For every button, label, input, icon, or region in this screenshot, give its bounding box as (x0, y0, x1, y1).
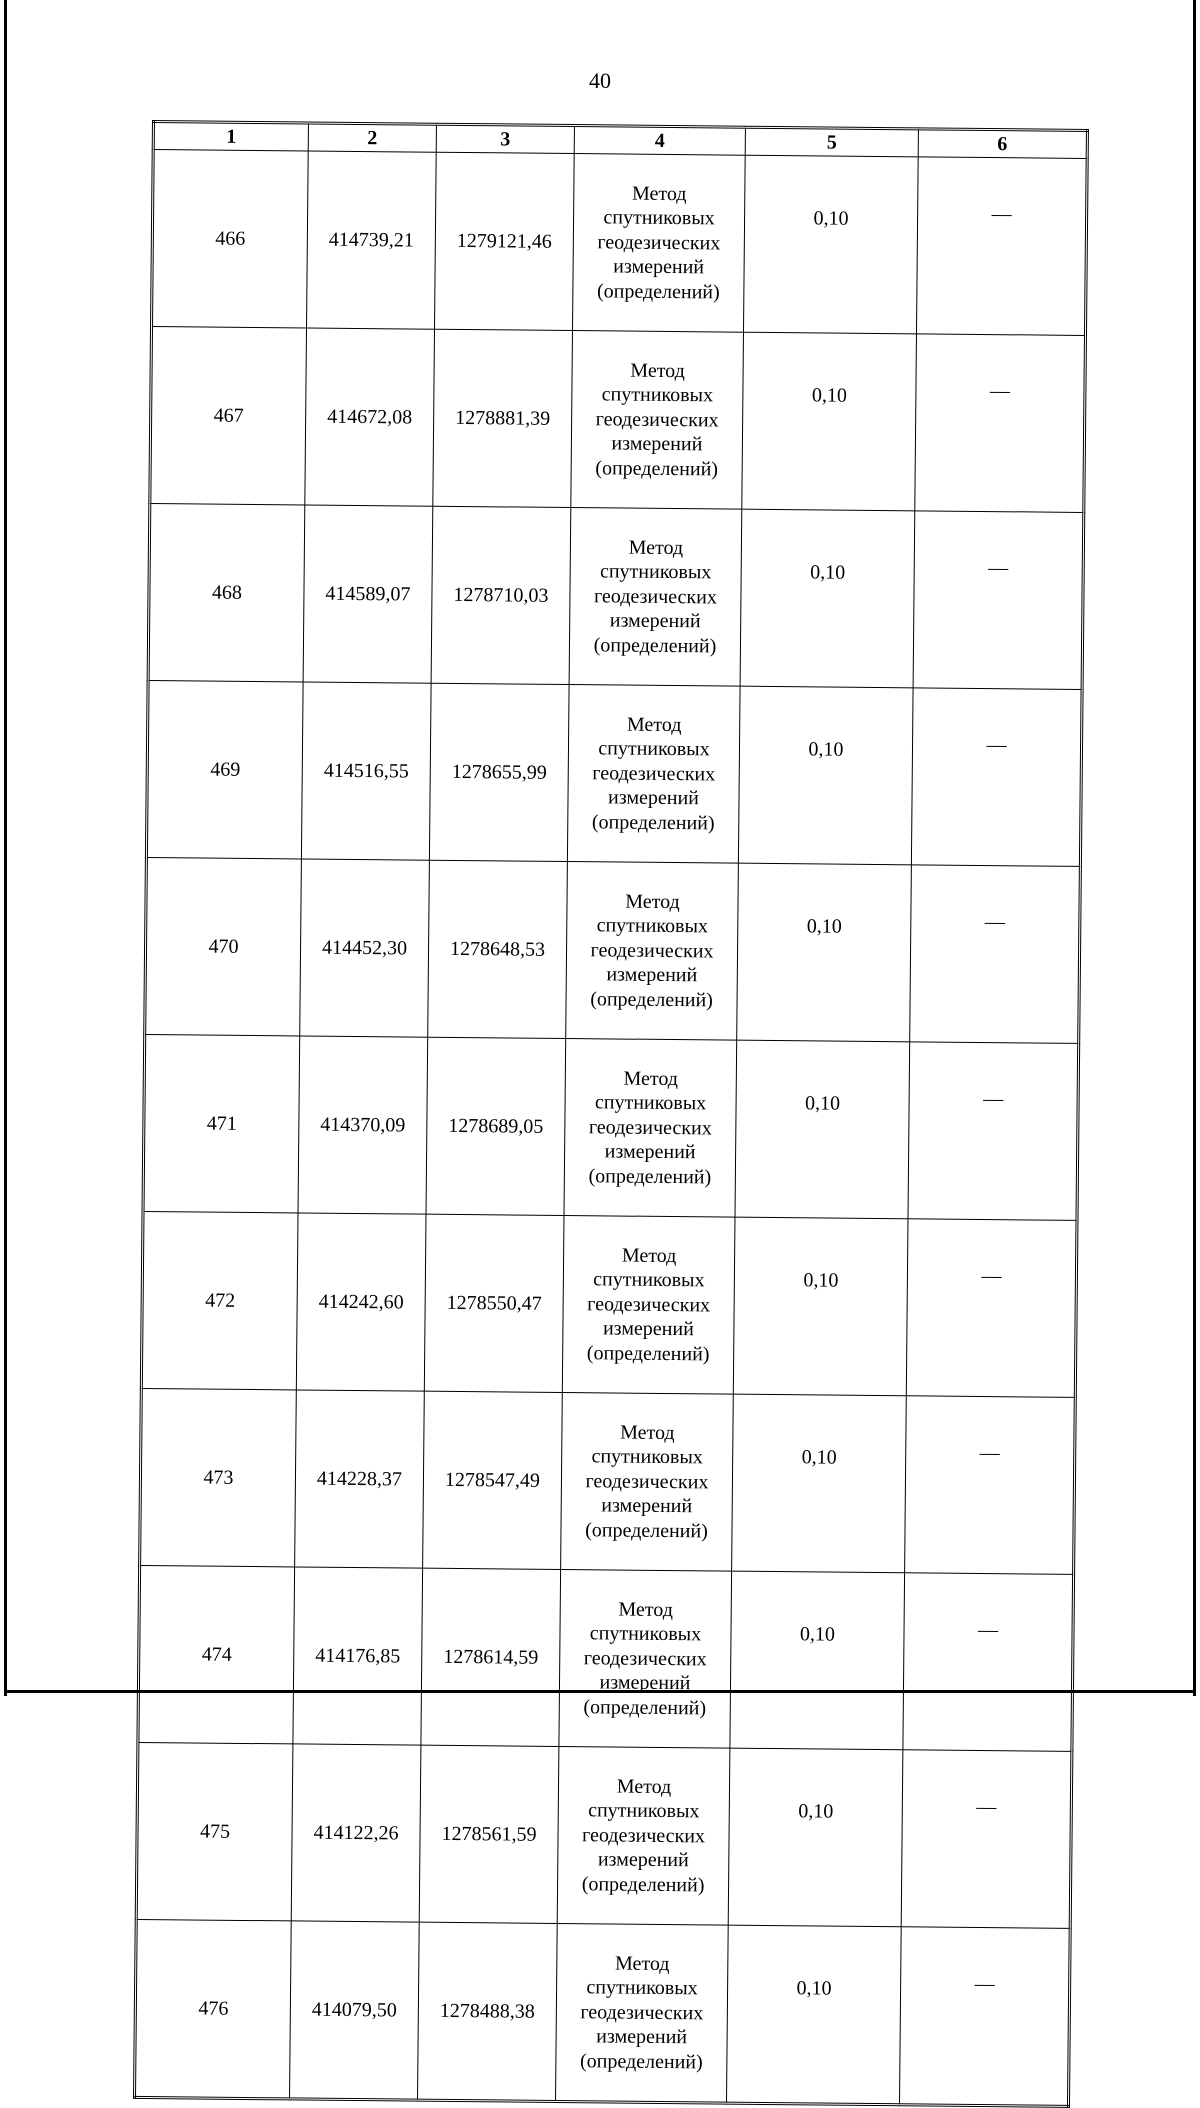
method-line: измерений (609, 609, 701, 633)
accuracy-cell: 0,10 (737, 863, 912, 1042)
note-cell: — (901, 1750, 1072, 1929)
point-number-cell: 475 (136, 1742, 293, 1920)
method-line: измерений (611, 432, 703, 456)
point-number-cell: 469 (146, 680, 303, 858)
y-coordinate-cell: 1278710,03 (431, 506, 571, 684)
method-line: (определений) (595, 457, 719, 481)
column-header-4: 4 (574, 126, 745, 156)
method-line: геодезических (587, 1292, 711, 1317)
table-wrapper (133, 120, 1086, 2108)
point-number-cell: 473 (140, 1388, 297, 1566)
table-row (143, 1034, 1079, 1220)
method-line: (определений) (588, 1164, 712, 1189)
method-cell (566, 862, 739, 1041)
method-line: Метод (620, 1421, 675, 1444)
table-row (145, 857, 1081, 1043)
method-line: Метод (618, 1598, 674, 1621)
accuracy-cell: 0,10 (735, 1040, 910, 1219)
method-line: геодезических (592, 762, 716, 786)
method-line: Метод (623, 1067, 679, 1090)
page-border-right (1193, 0, 1196, 1696)
method-line: (определений) (596, 280, 720, 304)
method-cell (571, 331, 744, 510)
method-line: геодезических (597, 231, 721, 255)
method-line: измерений (599, 1671, 691, 1695)
y-coordinate-cell: 1278488,38 (418, 1922, 558, 2101)
method-line: измерений (613, 255, 705, 279)
x-coordinate-cell: 414370,09 (298, 1036, 428, 1214)
note-cell: — (899, 1927, 1070, 2107)
method-line: измерений (601, 1494, 693, 1518)
method-line: (определений) (579, 2049, 703, 2074)
method-line: геодезических (588, 1115, 712, 1140)
method-cell (557, 1746, 730, 1925)
method-line: геодезических (583, 1646, 707, 1671)
method-line: геодезических (580, 2000, 704, 2025)
table-row (148, 503, 1084, 689)
accuracy-cell: 0,10 (738, 686, 913, 865)
method-line: Метод (621, 1244, 677, 1267)
note-cell: — (915, 334, 1086, 513)
y-coordinate-cell: 1278881,39 (433, 329, 573, 507)
column-header-1: 1 (153, 122, 308, 151)
method-line: спутниковых (601, 383, 714, 407)
method-line: Метод (630, 359, 685, 382)
y-coordinate-cell: 1278561,59 (419, 1745, 559, 1923)
method-line: спутниковых (599, 560, 712, 584)
note-cell: — (903, 1573, 1074, 1752)
y-coordinate-cell: 1278655,99 (429, 683, 569, 861)
note-cell: — (911, 688, 1082, 867)
note-cell: — (916, 157, 1087, 336)
x-coordinate-cell: 414589,07 (303, 505, 433, 683)
method-cell (569, 508, 742, 687)
method-line: Метод (616, 1775, 672, 1798)
method-line: (определений) (593, 634, 717, 658)
table-row (140, 1388, 1076, 1574)
point-number-cell: 466 (152, 150, 309, 328)
column-header-3: 3 (436, 124, 574, 153)
table-row (150, 327, 1086, 513)
method-line: Метод (614, 1952, 670, 1975)
y-coordinate-cell: 1278689,05 (426, 1037, 566, 1215)
accuracy-cell: 0,10 (733, 1217, 908, 1396)
method-line: спутниковых (594, 1091, 707, 1115)
method-line: спутниковых (596, 914, 709, 938)
x-coordinate-cell: 414739,21 (307, 151, 437, 329)
method-line: (определений) (583, 1695, 707, 1720)
page-border-left (4, 0, 7, 1696)
y-coordinate-cell: 1278547,49 (423, 1391, 563, 1569)
method-line: геодезических (593, 585, 717, 609)
accuracy-cell: 0,10 (732, 1394, 907, 1573)
y-coordinate-cell: 1278614,59 (421, 1568, 561, 1746)
method-cell (561, 1392, 734, 1571)
point-number-cell: 471 (143, 1034, 300, 1212)
point-number-cell: 467 (150, 327, 307, 505)
x-coordinate-cell: 414672,08 (305, 328, 435, 506)
x-coordinate-cell: 414228,37 (295, 1390, 425, 1568)
method-line: геодезических (582, 1823, 706, 1848)
method-line: геодезических (595, 408, 719, 432)
table-row (138, 1565, 1074, 1751)
method-cell (564, 1039, 737, 1218)
x-coordinate-cell: 414242,60 (296, 1213, 426, 1391)
y-coordinate-cell: 1278550,47 (424, 1214, 564, 1392)
method-cell (559, 1569, 732, 1748)
x-coordinate-cell: 414452,30 (300, 859, 430, 1037)
coordinates-table (133, 120, 1089, 2108)
accuracy-cell: 0,10 (730, 1571, 905, 1750)
x-coordinate-cell: 414516,55 (301, 682, 431, 860)
note-cell: — (913, 511, 1084, 690)
table-body (135, 150, 1088, 2107)
method-line: спутниковых (603, 206, 715, 230)
method-line: (определений) (581, 1872, 705, 1897)
accuracy-cell: 0,10 (743, 155, 918, 334)
method-line: Метод (628, 536, 684, 559)
method-line: измерений (597, 1848, 689, 1872)
method-line: измерений (596, 2025, 688, 2049)
method-line: Метод (626, 713, 682, 736)
y-coordinate-cell: 1279121,46 (435, 152, 575, 330)
method-cell (567, 685, 740, 864)
column-header-2: 2 (308, 123, 436, 152)
note-cell: — (908, 1042, 1079, 1221)
point-number-cell: 474 (138, 1565, 295, 1743)
table-row (146, 680, 1082, 866)
method-line: измерений (607, 786, 700, 810)
column-header-6: 6 (918, 129, 1087, 159)
method-line: геодезических (590, 938, 714, 963)
accuracy-cell: 0,10 (742, 332, 917, 511)
method-line: спутниковых (598, 737, 710, 761)
method-line: спутниковых (593, 1268, 705, 1292)
table-row (135, 1919, 1071, 2106)
method-line: спутниковых (591, 1445, 703, 1469)
method-line: (определений) (591, 811, 715, 835)
table-row (136, 1742, 1072, 1928)
method-cell (555, 1923, 728, 2103)
method-line: Метод (631, 182, 687, 205)
point-number-cell: 472 (141, 1211, 298, 1389)
method-line: геодезических (585, 1469, 709, 1494)
note-cell: — (910, 865, 1081, 1044)
y-coordinate-cell: 1278648,53 (428, 860, 568, 1038)
accuracy-cell: 0,10 (726, 1925, 901, 2105)
method-line: (определений) (585, 1518, 708, 1543)
method-line: спутниковых (586, 1976, 698, 2000)
method-line: спутниковых (588, 1799, 700, 1823)
column-header-5: 5 (745, 127, 918, 157)
method-cell (572, 154, 745, 333)
method-cell (562, 1216, 735, 1395)
point-number-cell: 476 (135, 1919, 292, 2098)
x-coordinate-cell: 414122,26 (291, 1744, 421, 1922)
method-line: спутниковых (589, 1622, 702, 1646)
point-number-cell: 468 (148, 503, 305, 681)
point-number-cell: 470 (145, 857, 302, 1035)
note-cell: — (906, 1219, 1077, 1398)
method-line: измерений (602, 1317, 694, 1341)
method-line: (определений) (590, 987, 714, 1012)
accuracy-cell: 0,10 (740, 509, 915, 688)
note-cell: — (905, 1396, 1076, 1575)
table-row (141, 1211, 1077, 1397)
x-coordinate-cell: 414176,85 (293, 1567, 423, 1745)
method-line: измерений (606, 963, 698, 987)
method-line: измерений (604, 1140, 696, 1164)
accuracy-cell: 0,10 (728, 1748, 903, 1927)
method-line: Метод (625, 890, 680, 913)
page-number: 40 (589, 68, 611, 93)
table-row (152, 150, 1088, 336)
method-line: (определений) (586, 1341, 710, 1366)
x-coordinate-cell: 414079,50 (290, 1921, 420, 2100)
